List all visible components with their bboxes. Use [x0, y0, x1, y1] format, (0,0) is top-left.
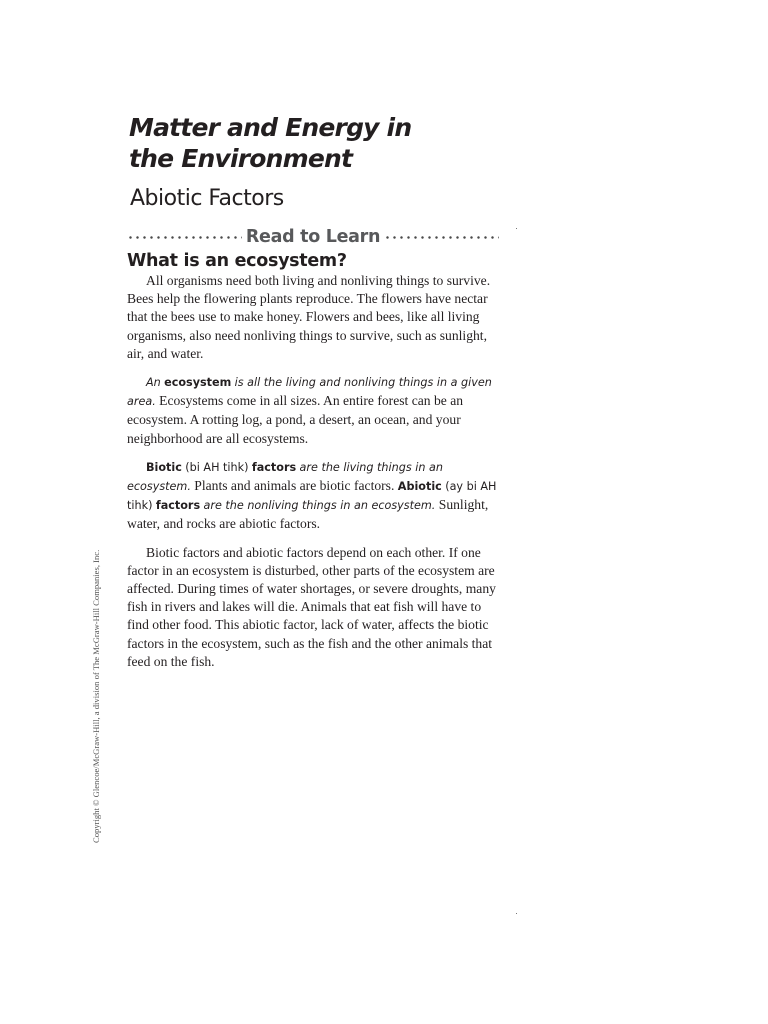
chapter-title-line-1: Matter and Energy in: [129, 113, 412, 142]
body-text: [127, 272, 503, 671]
dotted-rule-right: [384, 236, 499, 239]
question-heading: What is an ecosystem?: [127, 251, 347, 271]
ecosystem-sizes-text: Ecosystems come in all sizes. An entire forest can be an ecosystem. A rotting log, a pond, a desert, an ocean, and your neighborhood are all ecosystems.: [127, 393, 464, 446]
definition-abiotic: are the nonliving things in an ecosystem.: [203, 499, 436, 513]
chapter-title: [129, 112, 411, 174]
chapter-title-line-2: the Environment: [129, 144, 353, 173]
paragraph-ecosystem-definition: [127, 373, 503, 448]
section-title: Abiotic Factors: [130, 186, 284, 211]
term-abiotic-factors: factors: [155, 499, 201, 513]
definition-lead: An: [146, 376, 161, 390]
pronunciation-abiotic: (ay bi AH tihk): [127, 480, 497, 513]
definition-ecosystem: is all the living and nonliving things in a given area.: [127, 376, 492, 409]
definition-biotic: are the living things in an ecosystem.: [127, 460, 443, 494]
read-to-learn-bar: [127, 226, 499, 248]
abiotic-examples-text: Sunlight, water, and rocks are abiotic factors.: [127, 497, 489, 532]
dotted-rule-left: [127, 236, 242, 239]
term-biotic-factors: factors: [251, 460, 297, 474]
crop-mark-top: [516, 228, 517, 229]
copyright-notice: Copyright © Glencoe/McGraw-Hill, a division of The McGraw-Hill Companies, Inc.: [91, 549, 101, 843]
pronunciation-biotic: (bi AH tihk): [185, 460, 249, 474]
biotic-examples-text: Plants and animals are biotic factors.: [194, 478, 395, 494]
paragraph-interdependence: Biotic factors and abiotic factors depend on each other. If one factor in an ecosystem is disturbed, other parts of the ecosystem are affected. During times of water shortages, or severe droughts, many fish in rivers and lakes will die. Animals that eat fish will have to find other food. This abiotic factor, lack of water, affects the biotic factors in the ecosystem, such as the fish and the other animals that feed on the fish.: [127, 544, 496, 669]
crop-mark-bottom: [516, 913, 517, 914]
term-biotic: Biotic: [146, 460, 182, 474]
paragraph-biotic-abiotic-definition: [127, 458, 503, 534]
read-to-learn-label: Read to Learn: [245, 227, 381, 247]
term-abiotic: Abiotic: [397, 480, 442, 494]
paragraph-intro: All organisms need both living and nonliving things to survive. Bees help the flowering plants reproduce. The flowers have nectar that the bees use to make honey. Flowers and bees, like all living organisms, also need nonliving things to survive, such as sunlight, air, and water.: [127, 273, 491, 361]
term-ecosystem: ecosystem: [164, 376, 232, 390]
